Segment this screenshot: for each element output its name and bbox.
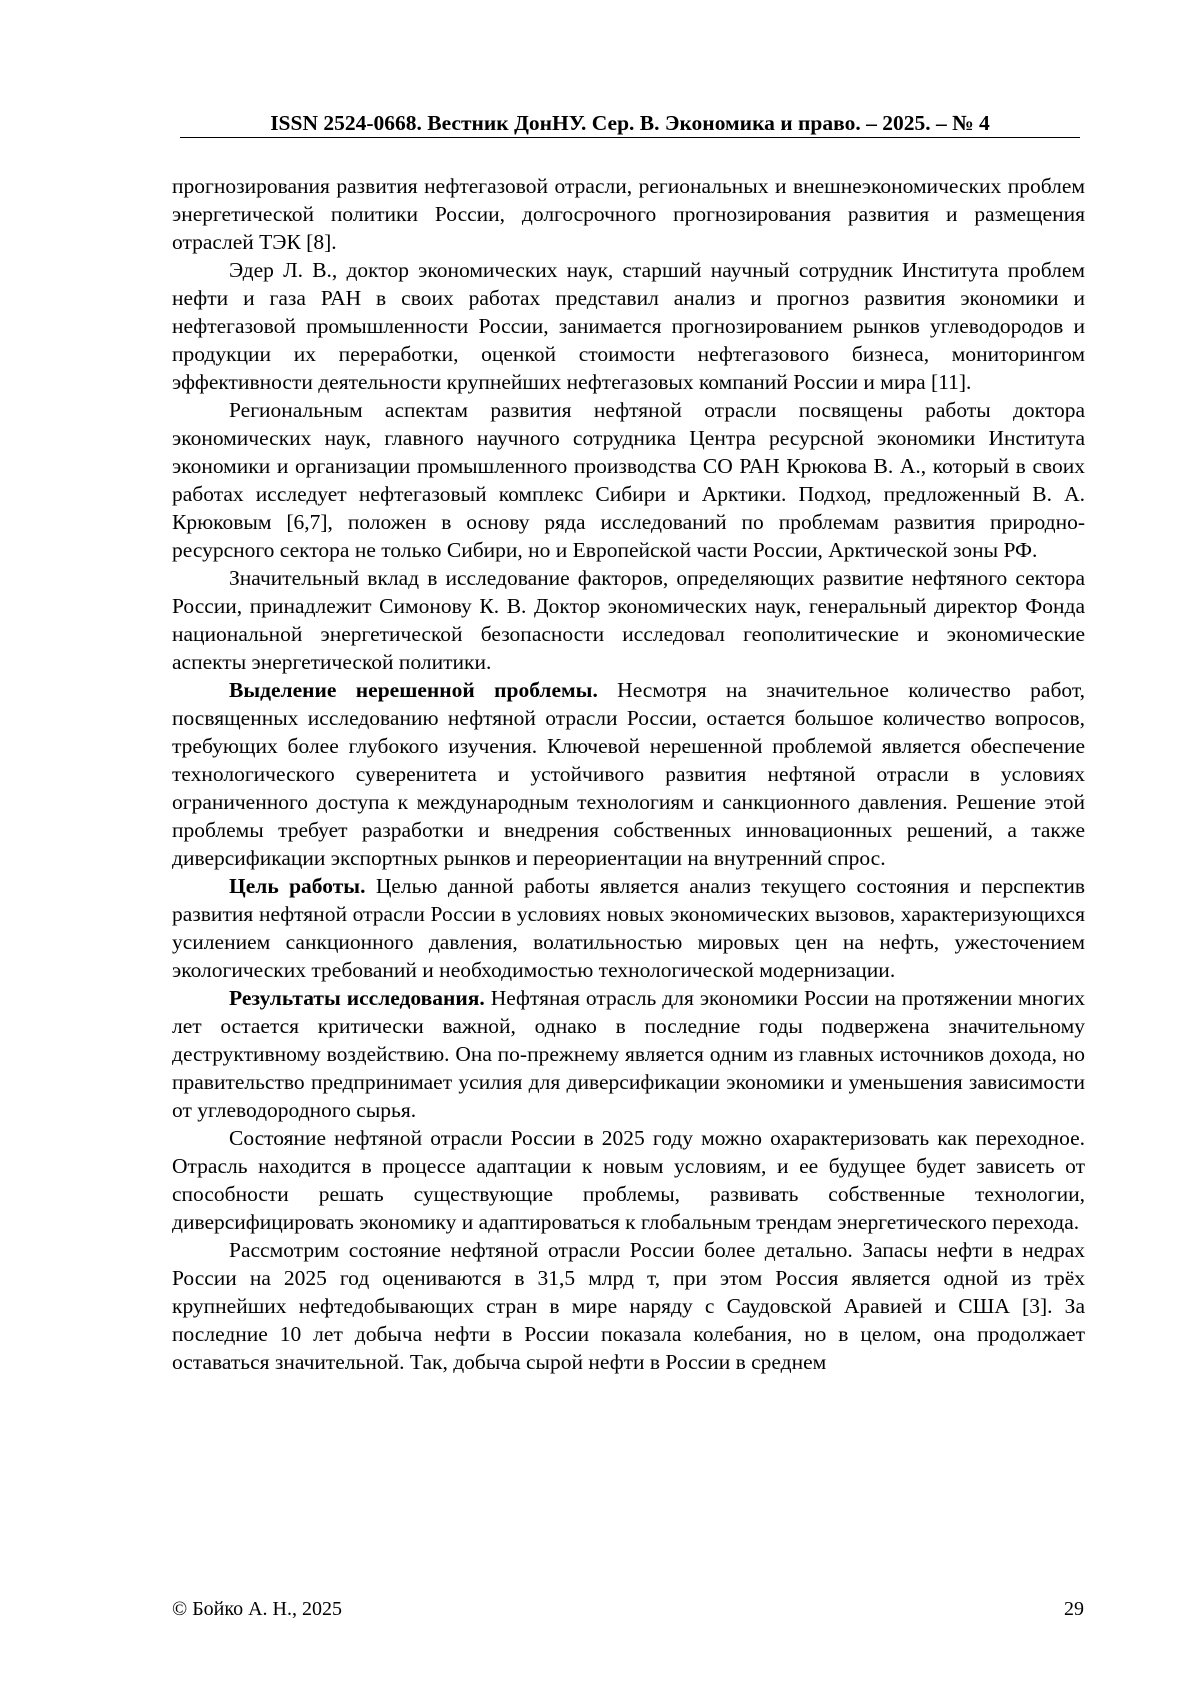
section-lead-results: Результаты исследования. (229, 986, 485, 1010)
paragraph-text: Несмотря на значительное количество работ, посвященных исследованию нефтяной отрасли России, остается большое количество вопросов, требующих более глубокого изучения. Ключевой нерешенной проблемой является обеспечение технологического суверенитета и устойчивого развития нефтяной отрасли в условиях ограниченного доступа к международным технологиям и санкционного давления. Решение этой проблемы требует разработки и внедрения собственных инновационных решений, а также диверсификации экспортных рынков и переориентации на внутренний спрос. (172, 678, 1086, 870)
paragraph (172, 564, 1085, 676)
article-body (172, 172, 1085, 1376)
section-lead-unsolved-problem: Выделение нерешенной проблемы. (229, 678, 598, 702)
paragraph-text: Эдер Л. В., доктор экономических наук, старший научный сотрудник Института проблем нефти и газа РАН в своих работах представил анализ и прогноз развития экономики и нефтегазовой промышленности России, занимается прогнозированием рынков углеводородов и продукции их переработки, оценкой стоимости нефтегазового бизнеса, мониторингом эффективности деятельности крупнейших нефтегазовых компаний России и мира [11]. (172, 258, 1085, 394)
paragraph (172, 676, 1085, 872)
paragraph-text: Состояние нефтяной отрасли России в 2025 году можно охарактеризовать как переходное. Отрасль находится в процессе адаптации к новым условиям, и ее будущее будет зависеть от способности решать существующие проблемы, развивать собственные технологии, диверсифицировать экономику и адаптироваться к глобальным трендам энергетического перехода. (172, 1126, 1085, 1234)
paragraph (172, 172, 1085, 256)
copyright-notice: © Бойко А. Н., 2025 (172, 1598, 342, 1620)
header-divider (180, 137, 1080, 138)
paragraph (172, 872, 1085, 984)
page-number: 29 (1064, 1598, 1084, 1620)
paragraph (172, 1236, 1085, 1376)
paragraph (172, 1124, 1085, 1236)
paragraph (172, 256, 1085, 396)
section-lead-goal: Цель работы. (229, 874, 366, 898)
journal-header: ISSN 2524-0668. Вестник ДонНУ. Сер. В. Экономика и право. – 2025. – № 4 (270, 111, 990, 135)
paragraph-text: Рассмотрим состояние нефтяной отрасли России более детально. Запасы нефти в недрах России на 2025 год оцениваются в 31,5 млрд т, при этом Россия является одной из трёх крупнейших нефтедобывающих стран в мире наряду с Саудовской Аравией и США [3]. За последние 10 лет добыча нефти в России показала колебания, но в целом, она продолжает оставаться значительной. Так, добыча сырой нефти в России в среднем (172, 1238, 1085, 1374)
paragraph-text: Региональным аспектам развития нефтяной отрасли посвящены работы доктора экономических наук, главного научного сотрудника Центра ресурсной экономики Института экономики и организации промышленного производства СО РАН Крюкова В. А., который в своих работах исследует нефтегазовый комплекс Сибири и Арктики. Подход, предложенный В. А. Крюковым [6,7], положен в основу ряда исследований по проблемам развития природно-ресурсного сектора не только Сибири, но и Европейской части России, Арктической зоны РФ. (172, 398, 1085, 562)
paragraph (172, 396, 1085, 564)
paragraph-text: Значительный вклад в исследование факторов, определяющих развитие нефтяного сектора России, принадлежит Симонову К. В. Доктор экономических наук, генеральный директор Фонда национальной энергетической безопасности исследовал геополитические и экономические аспекты энергетической политики. (172, 566, 1085, 674)
paragraph-text: Нефтяная отрасль для экономики России на протяжении многих лет остается критически важной, однако в последние годы подвержена значительному деструктивному воздействию. Она по-прежнему является одним из главных источников дохода, но правительство предпринимает усилия для диверсификации экономики и уменьшения зависимости от углеводородного сырья. (172, 986, 1086, 1122)
paragraph-text: Целью данной работы является анализ текущего состояния и перспектив развития нефтяной отрасли России в условиях новых экономических вызовов, характеризующихся усилением санкционного давления, волатильностью мировых цен на нефть, ужесточением экологических требований и необходимостью технологической модернизации. (172, 874, 1086, 982)
paragraph-text: прогнозирования развития нефтегазовой отрасли, региональных и внешнеэкономических проблем энергетической политики России, долгосрочного прогнозирования развития и размещения отраслей ТЭК [8]. (172, 174, 1085, 254)
paragraph (172, 984, 1085, 1124)
